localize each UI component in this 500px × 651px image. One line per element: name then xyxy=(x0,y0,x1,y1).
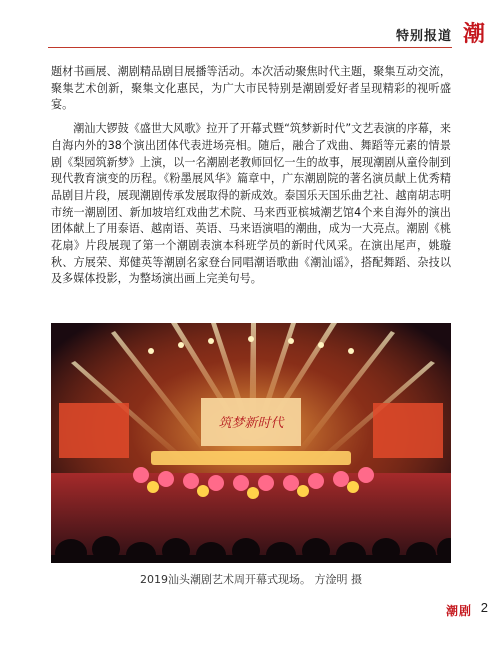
page-number: 2 xyxy=(480,600,488,615)
article-body xyxy=(51,64,451,288)
photo-caption: 2019汕头潮剧艺术周开幕式现场。 方淦明 摄 xyxy=(140,573,362,586)
paragraph-2: 潮汕大锣鼓《盛世大风歌》拉开了开幕式暨“筑梦新时代”文艺表演的序幕，来自海内外的38个演出团体代表进场亮相。随后，融合了戏曲、舞蹈等元素的情景剧《梨园筑新梦》上演，以一名潮剧老教师回忆一生的故事，展现潮剧从童伶制到现代教育演变的历程。《粉墨展风华》篇章中，广东潮剧院的著名演员献上优秀精品剧目片段，展现潮剧传承发展取得的新成效。泰国乐天国乐曲艺社、越南胡志明市统一潮剧团、新加坡培红戏曲艺术院、马来西亚槟城潮艺馆4个来自海外的演出团体献上了用泰语、越南语、英语、马来语演唱的潮曲，成为一大亮点。潮剧《桃花扇》片段展现了第一个潮剧表演本科班学员的新时代风采。在演出尾声，姚璇秋、方展荣、郑健英等潮剧名家登台同唱潮语歌曲《潮汕谣》，搭配舞蹈、杂技以及多媒体投影，为整场演出画上完美句号。 xyxy=(51,122,451,286)
stage-illustration xyxy=(51,323,451,563)
event-photo xyxy=(51,323,451,563)
section-title: 特别报道 xyxy=(395,29,452,44)
header-rule xyxy=(48,47,452,48)
magazine-footer-logo: 潮剧 xyxy=(445,604,472,618)
magazine-logo: 潮 xyxy=(462,21,485,47)
page-header xyxy=(0,0,500,52)
stage-screen-text: 筑梦新时代 xyxy=(218,416,284,431)
paragraph-1: 题材书画展、潮剧精品剧目展播等活动。本次活动聚焦时代主题，聚集互动交流，聚集艺术创新，聚集文化惠民，为广大市民特别是潮剧爱好者呈现精彩的视听盛宴。 xyxy=(51,65,451,112)
